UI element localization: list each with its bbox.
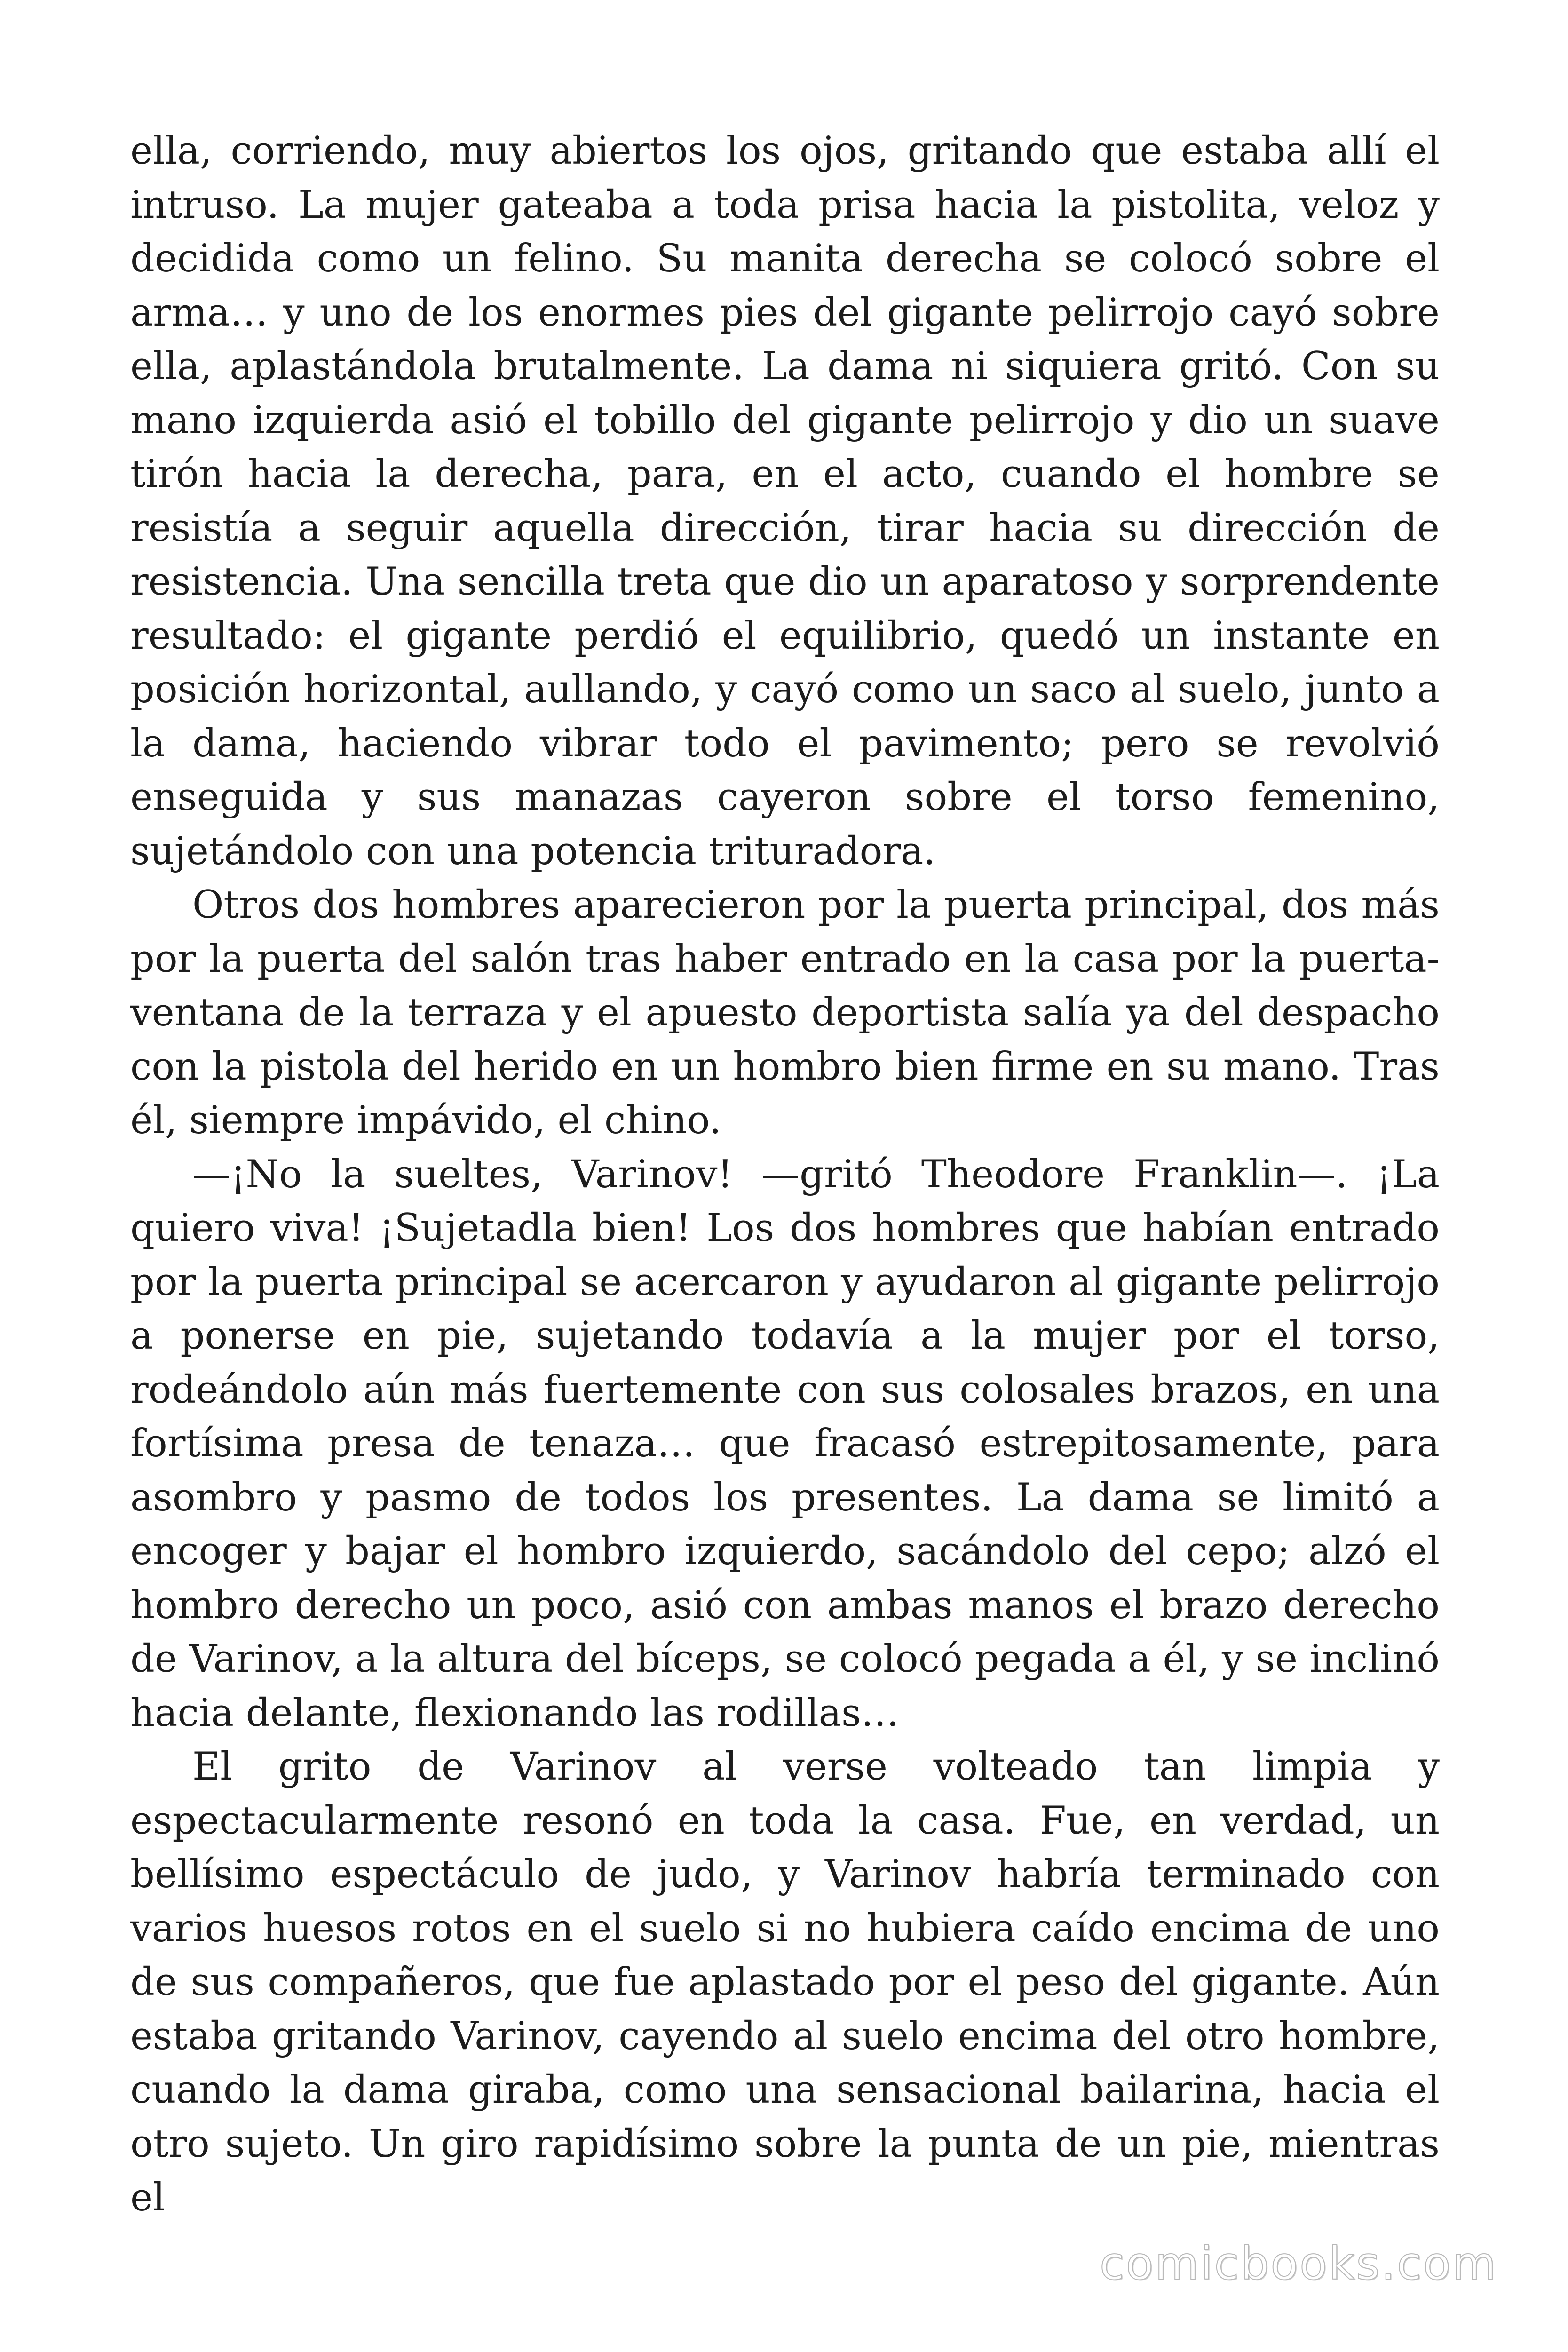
- paragraph-1: ella, corriendo, muy abiertos los ojos, gritando que estaba allí el intruso. La mujer gateaba a toda prisa hacia la pistolita, veloz y decidida como un felino. Su manita derecha se colocó sobre el arma… y uno de los enormes pies del gigante pelirrojo cayó sobre ella, aplastándola brutalmente. La dama ni siquiera gritó. Con su mano izquierda asió el tobillo del gigante pelirrojo y dio un suave tirón hacia la derecha, para, en el acto, cuando el hombre se resistía a seguir aquella dirección, tirar hacia su dirección de resistencia. Una sencilla treta que dio un aparatoso y sorprendente resultado: el gigante perdió el equilibrio, quedó un instante en posición horizontal, aullando, y cayó como un saco al suelo, junto a la dama, haciendo vibrar todo el pavimento; pero se revolvió enseguida y sus manazas cayeron sobre el torso femenino, sujetándolo con una potencia trituradora.: [130, 129, 1440, 874]
- paragraph-2: Otros dos hombres aparecieron por la puerta principal, dos más por la puerta del salón tras haber entrado en la casa por la puerta-ventana de la terraza y el apuesto deportista salía ya del despacho con la pistola del herido en un hombro bien firme en su mano. Tras él, siempre impávido, el chino.: [130, 883, 1440, 1143]
- paragraph-3: —¡No la sueltes, Varinov! —gritó Theodore Franklin—. ¡La quiero viva! ¡Sujetadla bien! Los dos hombres que habían entrado por la puerta principal se acercaron y ayudaron al gigante pelirrojo a ponerse en pie, sujetando todavía a la mujer por el torso, rodeándolo aún más fuertemente con sus colosales brazos, en una fortísima presa de tenaza… que fracasó estrepitosamente, para asombro y pasmo de todos los presentes. La dama se limitó a encoger y bajar el hombro izquierdo, sacándolo del cepo; alzó el hombro derecho un poco, asió con ambas manos el brazo derecho de Varinov, a la altura del bíceps, se colocó pegada a él, y se inclinó hacia delante, flexionando las rodillas…: [130, 1152, 1440, 1735]
- page-body: [130, 124, 1440, 2225]
- watermark: comicbooks.com: [1099, 2237, 1497, 2290]
- paragraph-4: El grito de Varinov al verse volteado tan limpia y espectacularmente resonó en toda la casa. Fue, en verdad, un bellísimo espectáculo de judo, y Varinov habría terminado con varios huesos rotos en el suelo si no hubiera caído encima de uno de sus compañeros, que fue aplastado por el peso del gigante. Aún estaba gritando Varinov, cayendo al suelo encima del otro hombre, cuando la dama giraba, como una sensacional bailarina, hacia el otro sujeto. Un giro rapidísimo sobre la punta de un pie, mientras el: [130, 1745, 1440, 2220]
